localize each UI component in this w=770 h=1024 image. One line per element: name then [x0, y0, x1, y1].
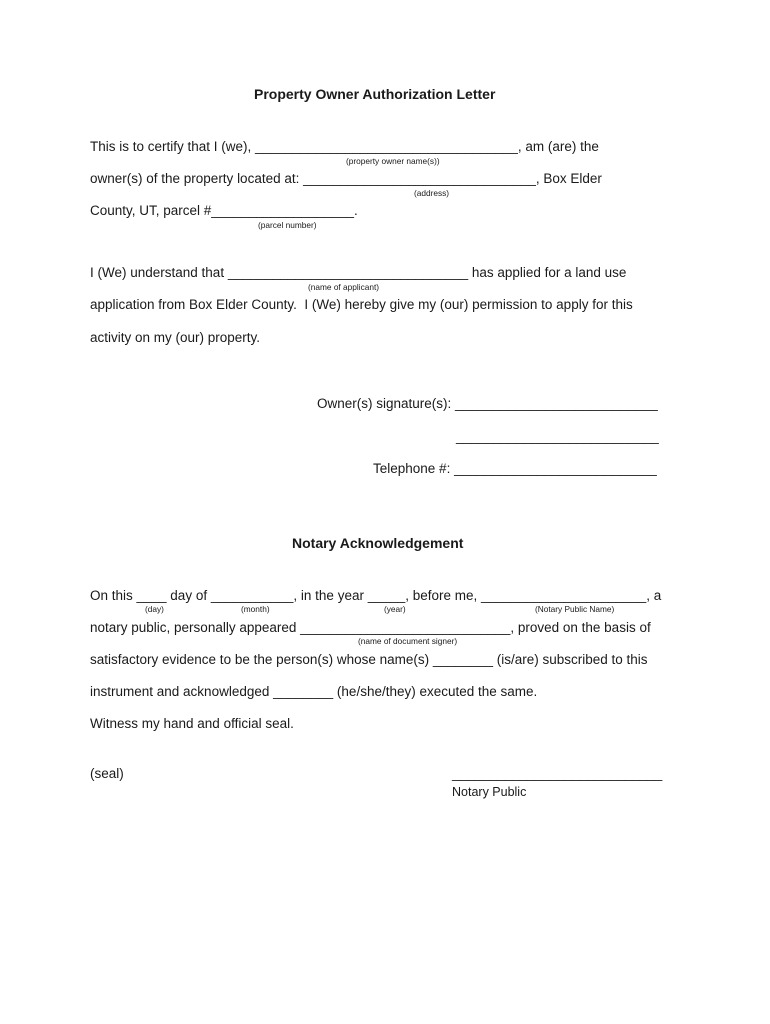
permission-line: application from Box Elder County. I (We) hereby give my (our) permission to apply for this — [90, 297, 633, 312]
witness-line: Witness my hand and official seal. — [90, 716, 294, 731]
owner-signature-line-2: ___________________________ — [456, 429, 659, 444]
notary-public-label: Notary Public — [452, 785, 527, 799]
owner-signature-line: Owner(s) signature(s): ___________________________ — [317, 396, 658, 411]
certify-line: This is to certify that I (we), ___________________________________, am (are) the — [90, 139, 599, 154]
applicant-line: I (We) understand that ________________________________ has applied for a land use — [90, 265, 627, 280]
telephone-line: Telephone #: ___________________________ — [373, 461, 657, 476]
appeared-line: notary public, personally appeared ____________________________, proved on the basis of — [90, 620, 651, 635]
signer-caption: (name of document signer) — [358, 636, 458, 646]
owner-names-caption: (property owner name(s)) — [346, 156, 440, 166]
address-caption: (address) — [414, 188, 450, 198]
evidence-line: satisfactory evidence to be the person(s) whose name(s) ________ (is/are) subscribed to this — [90, 652, 648, 667]
notary-title: Notary Acknowledgement — [292, 535, 464, 551]
notary-name-caption: (Notary Public Name) — [535, 604, 615, 614]
acknowledged-line: instrument and acknowledged ________ (he/she/they) executed the same. — [90, 684, 538, 699]
document-title: Property Owner Authorization Letter — [254, 86, 496, 102]
parcel-caption: (parcel number) — [258, 220, 317, 230]
notary-signature-line: ____________________________ — [452, 766, 663, 781]
applicant-caption: (name of applicant) — [308, 282, 380, 292]
property-location-line: owner(s) of the property located at: _______________________________, Box Elder — [90, 171, 602, 186]
day-caption: (day) — [145, 604, 164, 614]
parcel-line: County, UT, parcel #___________________. — [90, 203, 358, 218]
year-caption: (year) — [384, 604, 406, 614]
notary-date-line: On this ____ day of ___________, in the year _____, before me, ______________________, a — [90, 588, 662, 603]
activity-line: activity on my (our) property. — [90, 330, 261, 345]
month-caption: (month) — [241, 604, 270, 614]
seal-label: (seal) — [90, 766, 124, 781]
